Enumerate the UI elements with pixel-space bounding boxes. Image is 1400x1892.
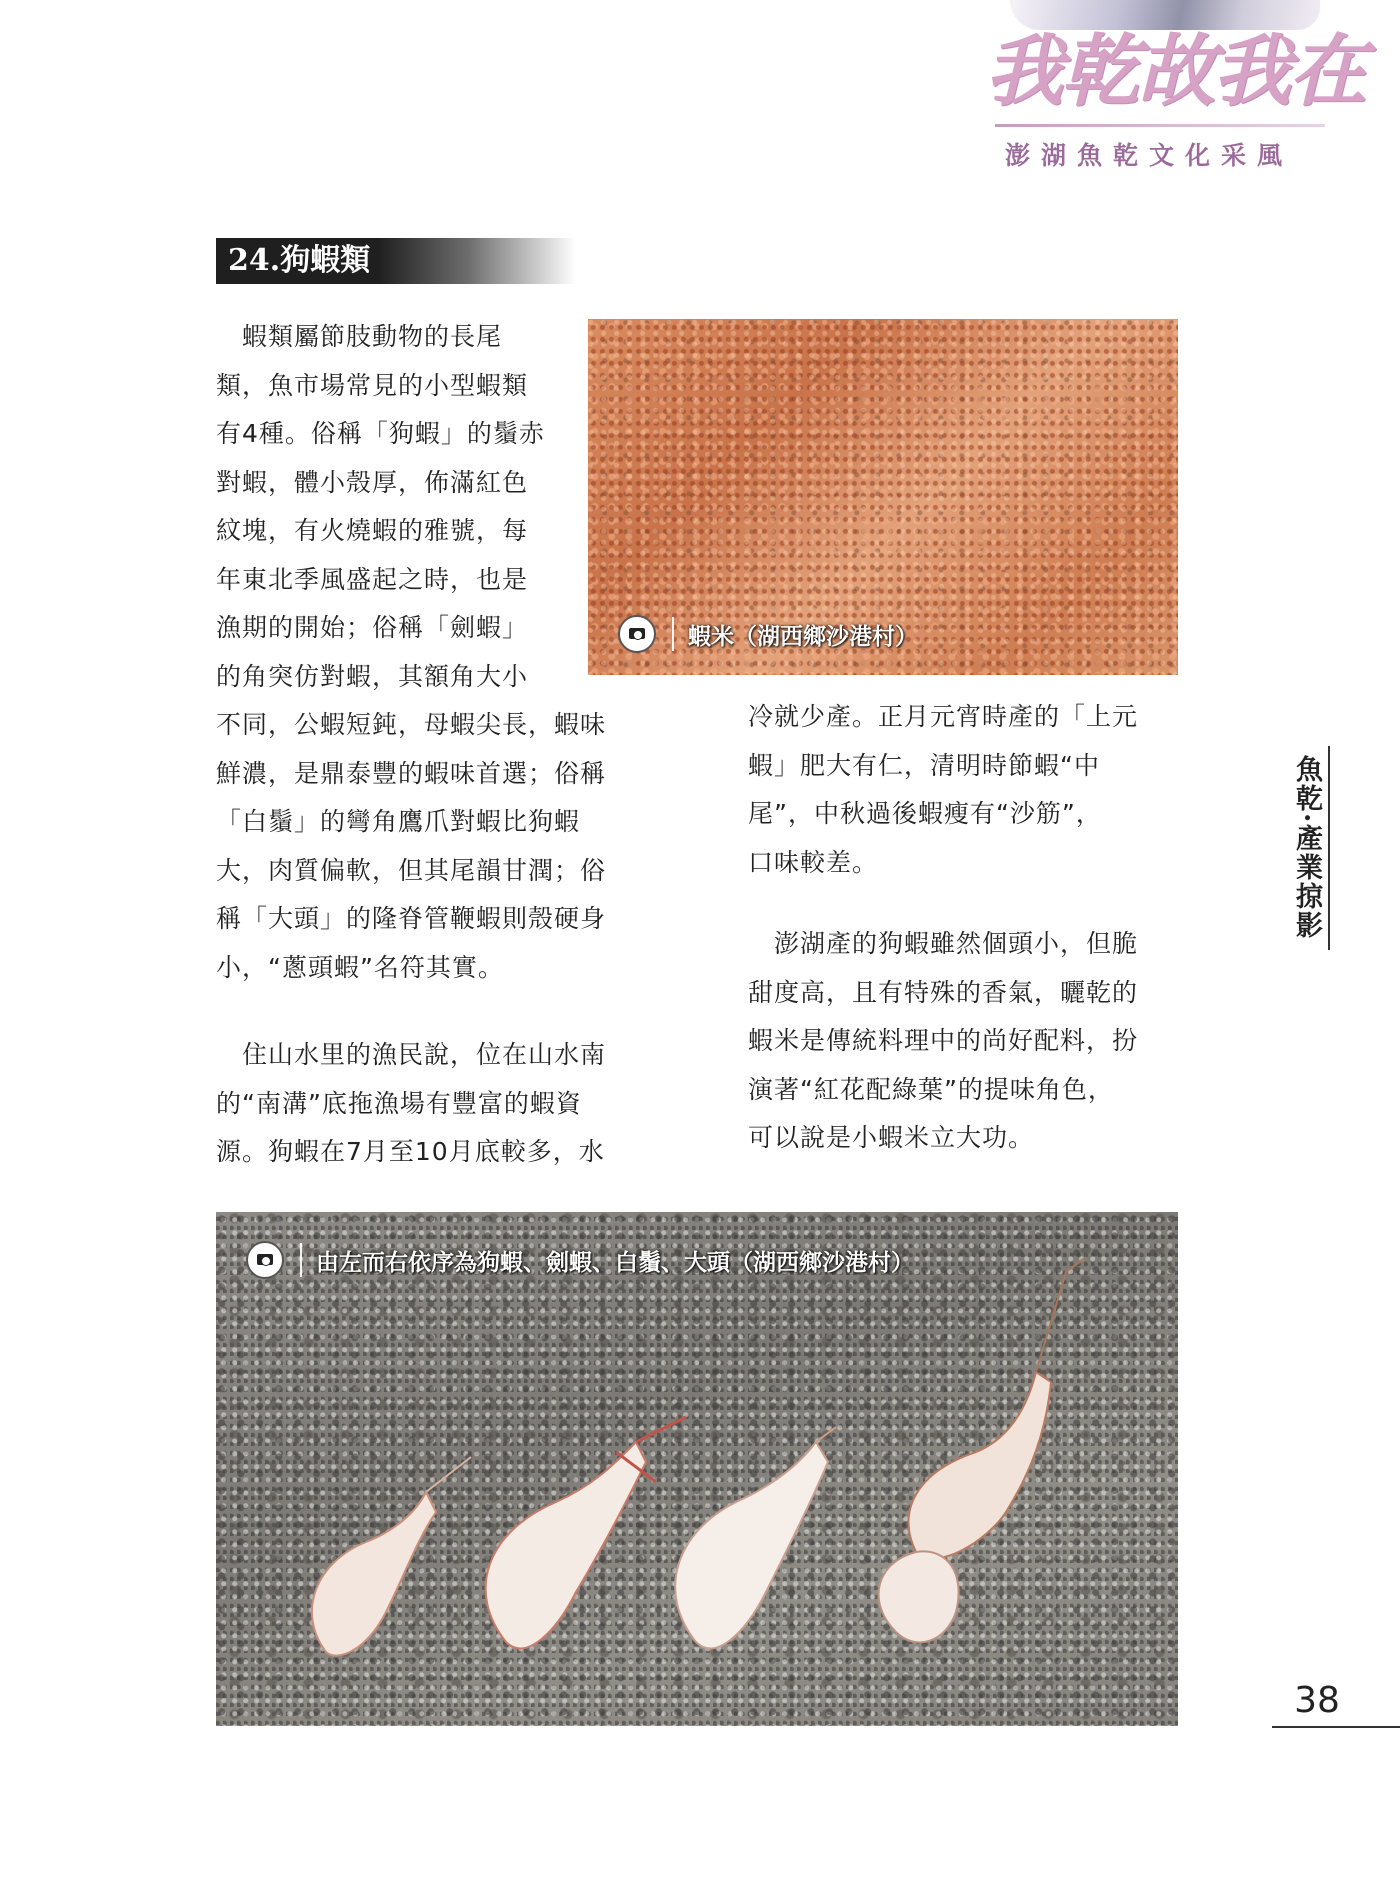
text-line: 年東北季風盛起之時，也是 <box>216 564 529 594</box>
shrimp-da-tou <box>879 1257 1086 1642</box>
paragraph-right-1 <box>748 693 1180 887</box>
side-tab-label: 魚乾·產業掠影 <box>1291 755 1322 941</box>
text-line: 稱「大頭」的隆脊管鞭蝦則殼硬身 <box>216 904 607 933</box>
text-line: 尾”，中秋過後蝦瘦有“沙筋”， <box>748 799 1102 828</box>
text-line: 蝦類屬節肢動物的長尾 <box>216 322 503 351</box>
text-line: 甜度高，且有特殊的香氣，曬乾的 <box>748 977 1139 1007</box>
text-line: 可以說是小蝦米立大功。 <box>748 1123 1035 1152</box>
text-line: 源。狗蝦在7月至10月底較多，水 <box>216 1137 605 1166</box>
text-line: 澎湖產的狗蝦雖然個頭小，但脆 <box>748 929 1139 958</box>
page-number: 38 <box>1294 1680 1340 1721</box>
shrimp-jian-xia <box>486 1417 686 1648</box>
side-tab-rule <box>1328 746 1330 950</box>
photo-dried-shrimp <box>588 319 1178 675</box>
text-line: 對蝦，體小殼厚，佈滿紅色 <box>216 467 529 497</box>
text-line: 漁期的開始；俗稱「劍蝦」 <box>216 613 529 642</box>
shrimp-illustration <box>216 1212 1178 1726</box>
photo-four-shrimp <box>216 1212 1178 1726</box>
text-line: 的角突仿對蝦，其額角大小 <box>216 661 529 691</box>
brand-divider <box>995 124 1325 127</box>
text-line: 類，魚市場常見的小型蝦類 <box>216 370 529 400</box>
text-line: 鮮濃，是鼎泰豐的蝦味首選；俗稱 <box>216 758 607 788</box>
paragraph-left-2 <box>216 1031 650 1177</box>
section-heading <box>216 238 576 284</box>
camera-icon <box>618 615 656 653</box>
brand-subtitle: 澎湖魚乾文化采風 <box>1005 141 1294 170</box>
text-line: 小，“蔥頭蝦”名符其實。 <box>216 952 504 982</box>
paragraph-right-2 <box>748 920 1180 1163</box>
text-line: 蝦」肥大有仁，清明時節蝦“中 <box>748 750 1100 780</box>
text-line: 有4種。俗稱「狗蝦」的鬚赤 <box>216 419 545 448</box>
text-line: 「白鬚」的彎角鷹爪對蝦比狗蝦 <box>216 807 581 836</box>
brand-title: 我乾故我在 <box>985 26 1366 117</box>
text-line: 口味較差。 <box>748 847 879 877</box>
shrimp-gou-xia <box>312 1457 471 1656</box>
photo-caption <box>618 615 918 653</box>
text-line: 不同，公蝦短鈍，母蝦尖長，蝦味 <box>216 710 607 739</box>
text-line: 蝦米是傳統料理中的尚好配料，扮 <box>748 1026 1139 1055</box>
shrimp-bai-xu <box>675 1427 836 1648</box>
text-line: 大，肉質偏軟，但其尾韻甘潤；俗 <box>216 855 607 885</box>
text-line: 演著“紅花配綠葉”的提味角色， <box>748 1074 1114 1104</box>
page-number-rule <box>1272 1726 1400 1728</box>
caption-text: 由左而右依序為狗蝦、劍蝦、白鬚、大頭（湖西鄉沙港村） <box>316 1249 914 1276</box>
text-line: 紋塊，有火燒蝦的雅號，每 <box>216 516 529 545</box>
section-heading-text: 24.狗蝦類 <box>228 243 371 278</box>
caption-text: 蝦米（湖西鄉沙港村） <box>688 623 918 650</box>
text-line: 的“南溝”底拖漁場有豐富的蝦資 <box>216 1088 582 1118</box>
paragraph-left-1 <box>216 313 650 992</box>
caption-divider <box>672 617 674 651</box>
text-line: 冷就少產。正月元宵時產的「上元 <box>748 702 1139 731</box>
text-line: 住山水里的漁民說，位在山水南 <box>216 1040 607 1069</box>
